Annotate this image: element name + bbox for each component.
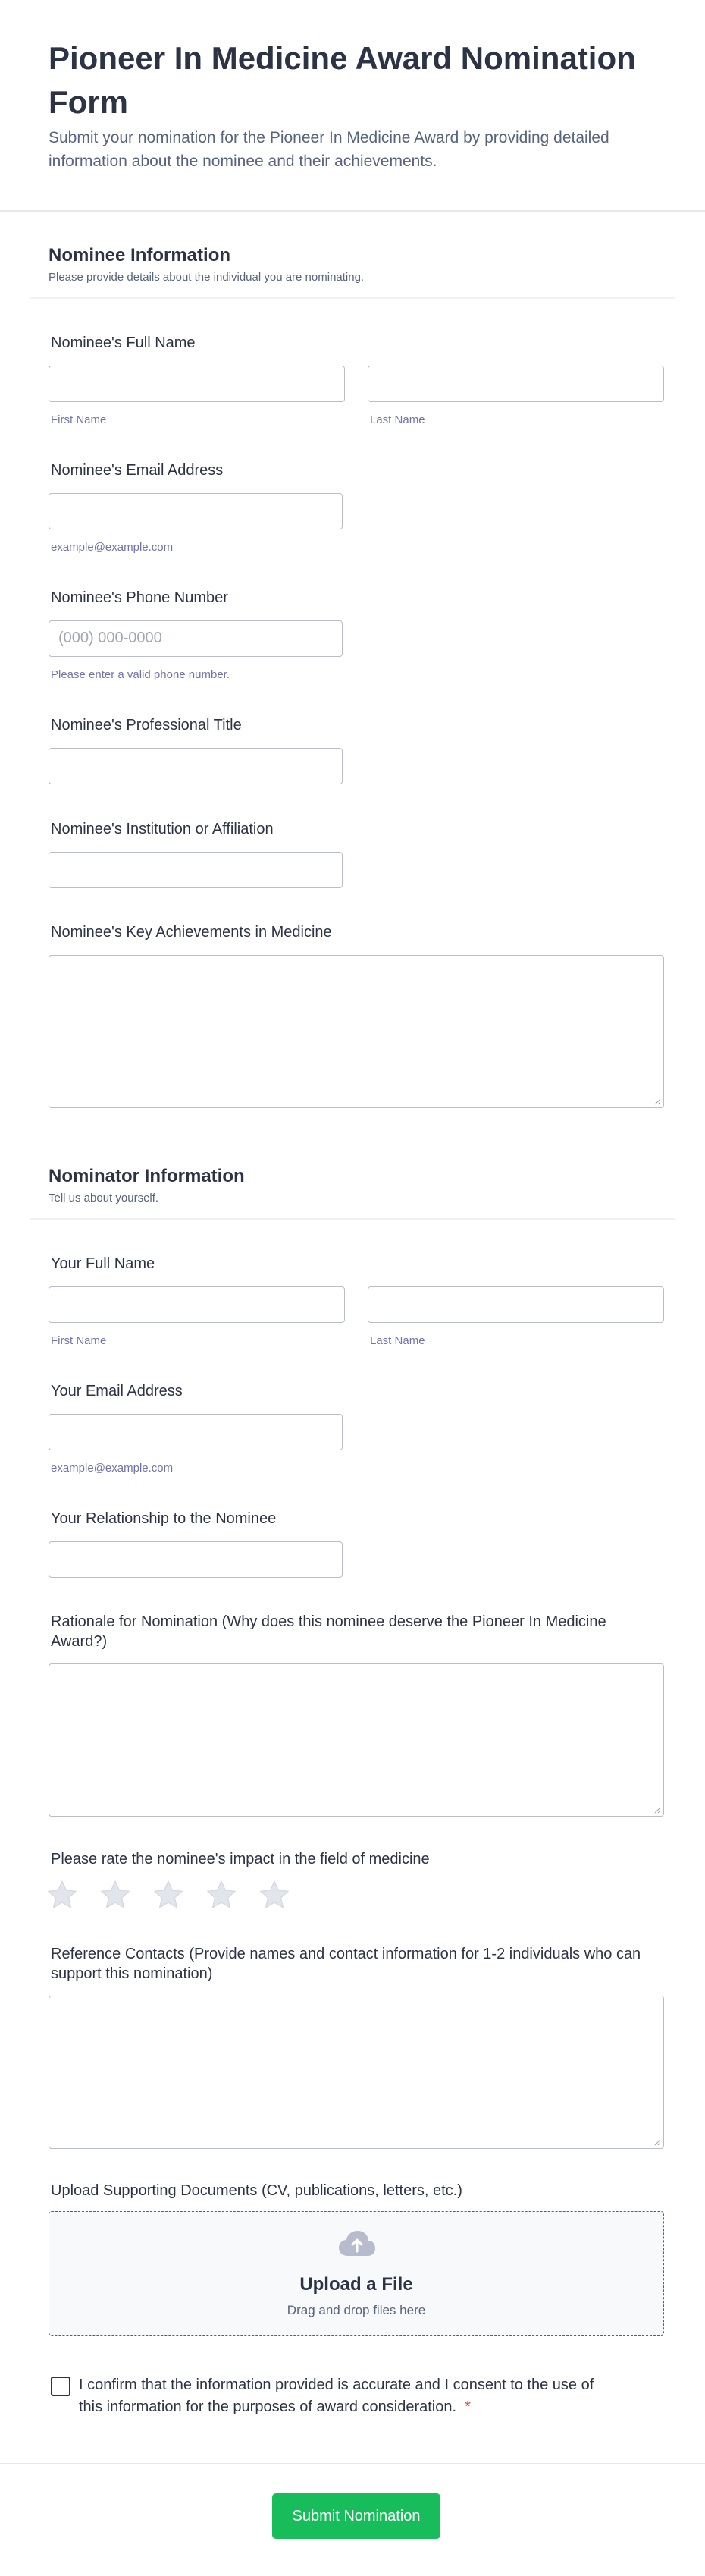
relationship-label: Your Relationship to the Nominee — [51, 1510, 277, 1527]
form-title: Pioneer In Medicine Award Nomination Form — [49, 40, 636, 120]
nominee-first-name-sublabel: First Name — [51, 413, 107, 426]
nominator-email-sublabel: example@example.com — [51, 1462, 174, 1475]
star-rating[interactable] — [46, 1879, 319, 1914]
nominator-email-label: Your Email Address — [51, 1383, 183, 1400]
nominator-first-name-input[interactable] — [49, 1286, 345, 1323]
cloud-upload-icon — [338, 2230, 376, 2257]
star-icon[interactable] — [152, 1879, 184, 1911]
star-icon[interactable] — [99, 1879, 131, 1911]
header-divider — [0, 210, 705, 212]
resize-handle-icon[interactable] — [653, 2138, 661, 2146]
consent-label: I confirm that the information provided is accurate and I consent to the use of this information for the purposes of award consideration. — [79, 2377, 594, 2415]
nominator-section-title: Nominator Information — [49, 1166, 245, 1186]
nominee-last-name-sublabel: Last Name — [370, 413, 425, 426]
nominator-name-label: Your Full Name — [51, 1255, 155, 1272]
star-icon[interactable] — [46, 1879, 78, 1911]
nominator-section-subtitle: Tell us about yourself. — [49, 1192, 159, 1205]
footer-divider — [0, 2463, 705, 2464]
rationale-textarea[interactable] — [49, 1663, 664, 1817]
nominee-section-title: Nominee Information — [49, 245, 231, 265]
resize-handle-icon[interactable] — [653, 1806, 661, 1814]
references-textarea[interactable] — [49, 1996, 664, 2149]
nominee-email-input[interactable] — [49, 493, 343, 529]
nominee-phone-input[interactable] — [49, 620, 343, 657]
nominee-section-subtitle: Please provide details about the individual you are nominating. — [49, 271, 365, 284]
rating-label: Please rate the nominee's impact in the field of medicine — [51, 1851, 430, 1868]
nominator-last-name-sublabel: Last Name — [370, 1334, 425, 1347]
nominator-email-input[interactable] — [49, 1414, 343, 1450]
upload-subtitle: Drag and drop files here — [287, 2303, 426, 2317]
consent-checkbox[interactable] — [51, 2377, 70, 2396]
nominee-email-sublabel: example@example.com — [51, 541, 174, 554]
nominee-achievements-label: Nominee's Key Achievements in Medicine — [51, 924, 332, 941]
nominee-phone-sublabel: Please enter a valid phone number. — [51, 668, 230, 681]
star-icon[interactable] — [205, 1879, 237, 1911]
nominee-name-label: Nominee's Full Name — [51, 335, 196, 351]
references-label: Reference Contacts (Provide names and contact information for 1-2 individuals who can support this nomination) — [51, 1946, 641, 1982]
nominee-phone-label: Nominee's Phone Number — [51, 589, 228, 606]
form-subtitle: Submit your nomination for the Pioneer In Medicine Award by providing detailed information about the nominee and their achievements. — [49, 129, 609, 170]
file-upload-dropzone[interactable] — [49, 2211, 664, 2336]
rationale-label: Rationale for Nomination (Why does this nominee deserve the Pioneer In Medicine Award?) — [51, 1613, 606, 1650]
nominee-title-input[interactable] — [49, 748, 343, 784]
star-icon[interactable] — [258, 1879, 290, 1911]
section-divider — [30, 297, 675, 299]
submit-nomination-button[interactable]: Submit Nomination — [272, 2493, 440, 2539]
section-divider — [30, 1218, 675, 1220]
nominee-first-name-input[interactable] — [49, 366, 345, 402]
resize-handle-icon[interactable] — [653, 1098, 661, 1105]
nominee-title-label: Nominee's Professional Title — [51, 717, 242, 734]
nominee-email-label: Nominee's Email Address — [51, 462, 224, 479]
nominator-last-name-input[interactable] — [368, 1286, 664, 1323]
nominator-first-name-sublabel: First Name — [51, 1334, 107, 1347]
nominee-phone-placeholder: (000) 000-0000 — [58, 630, 162, 646]
upload-label: Upload Supporting Documents (CV, publications, letters, etc.) — [51, 2182, 462, 2199]
nominee-achievements-textarea[interactable] — [49, 955, 664, 1108]
nominee-institution-input[interactable] — [49, 852, 343, 888]
nominee-institution-label: Nominee's Institution or Affiliation — [51, 821, 274, 837]
required-mark: * — [465, 2399, 471, 2415]
upload-title: Upload a File — [299, 2274, 413, 2295]
relationship-input[interactable] — [49, 1541, 343, 1578]
consent-text — [79, 2374, 602, 2418]
nominee-last-name-input[interactable] — [368, 366, 664, 402]
